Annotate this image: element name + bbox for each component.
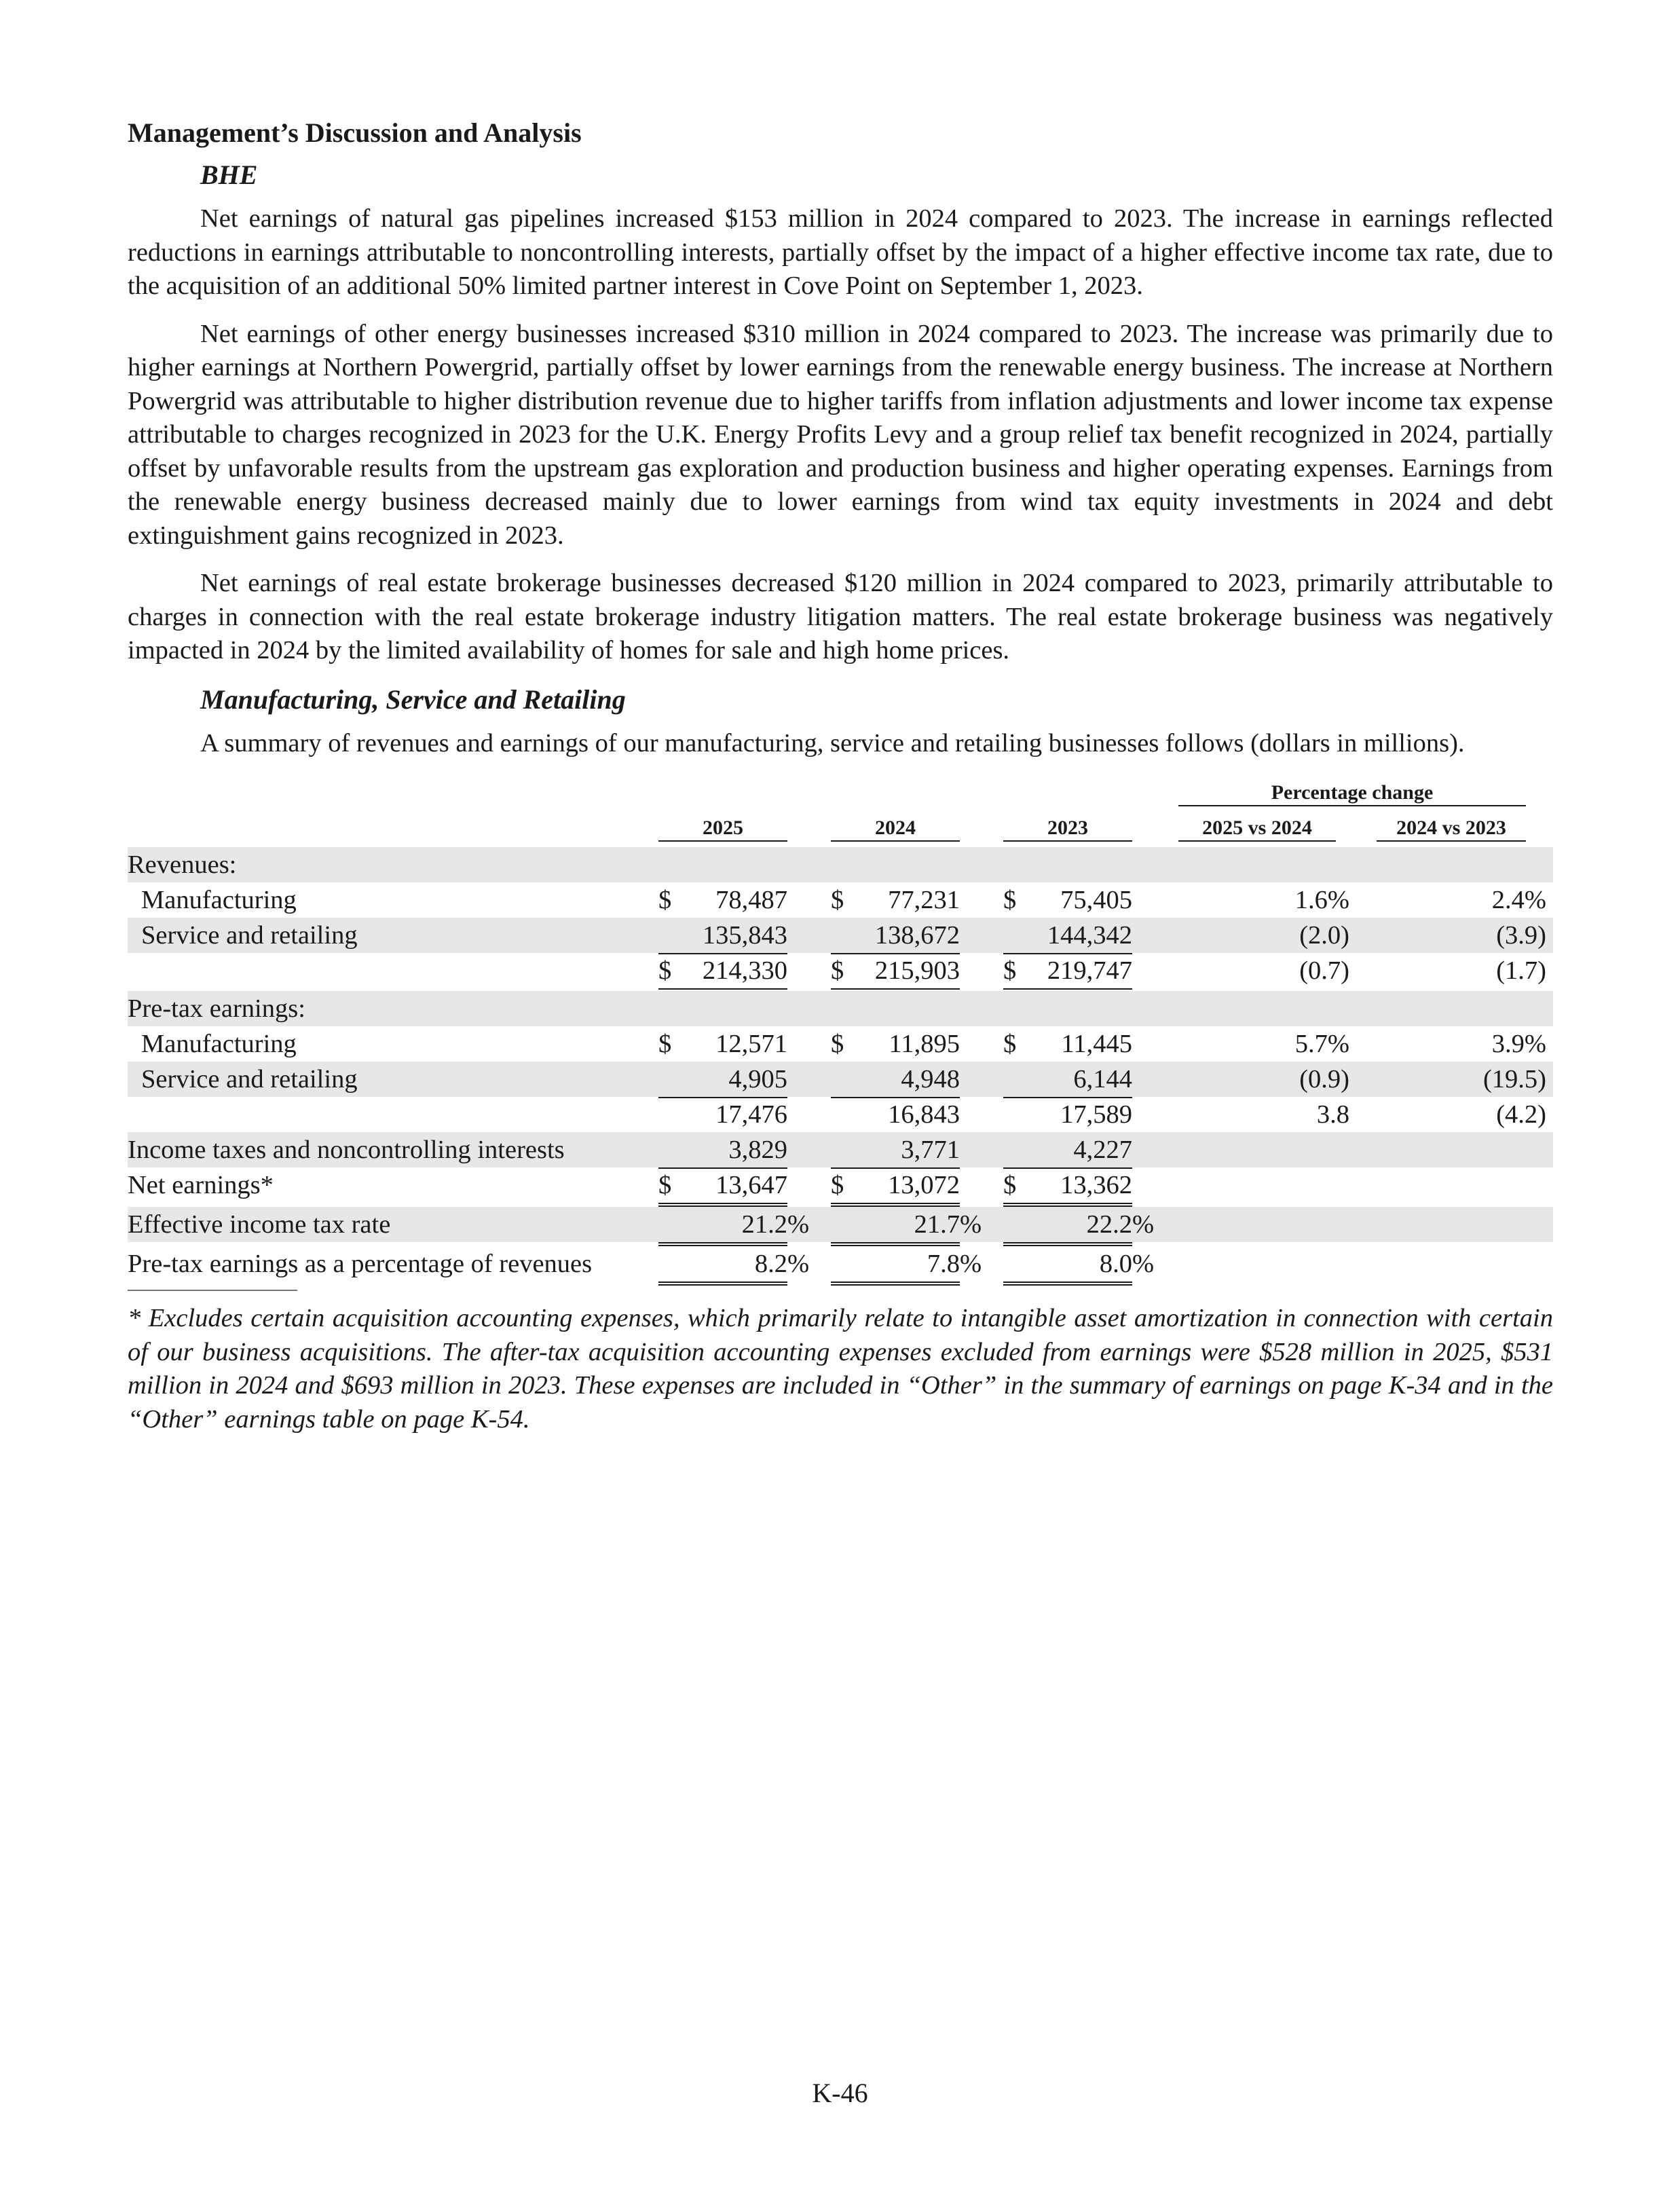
dollar-sign: $ bbox=[831, 886, 844, 914]
value-cell bbox=[1003, 1207, 1155, 1246]
row-label: Service and retailing bbox=[141, 921, 358, 950]
dollar-sign: $ bbox=[658, 1030, 672, 1058]
pct-change-cell: (1.7) bbox=[1496, 956, 1546, 985]
value-number: 77,231 bbox=[888, 886, 960, 914]
value-cell bbox=[658, 1132, 787, 1169]
pct-change-cell: 1.6% bbox=[1294, 886, 1349, 914]
dollar-sign: $ bbox=[1003, 886, 1017, 914]
dollar-sign: $ bbox=[831, 956, 844, 985]
value-number: 214,330 bbox=[702, 956, 787, 985]
value-cell bbox=[831, 1167, 960, 1207]
value-number: 135,843 bbox=[702, 921, 787, 950]
value-cell bbox=[831, 1246, 982, 1286]
pct-change-header: Percentage change bbox=[1178, 781, 1526, 806]
value-cell bbox=[1003, 918, 1132, 954]
page-content bbox=[128, 115, 1553, 1436]
paragraph-real-estate: Net earnings of real estate brokerage businesses decreased $120 million in 2024 compared to 2023, primarily attributable to charges in connection with the real estate brokerage industry litigation matters. The real estate brokerage business was negatively impacted in 2024 by the limited availability of homes for sale and high home prices. bbox=[128, 569, 1553, 665]
value-number: 4,905 bbox=[728, 1065, 787, 1093]
value-cell bbox=[658, 882, 787, 918]
value-number: 21.7 bbox=[914, 1210, 960, 1239]
table-row bbox=[128, 1062, 1553, 1097]
value-number: 17,589 bbox=[1060, 1100, 1132, 1129]
value-cell bbox=[831, 882, 960, 918]
col-header-2025-vs-2024: 2025 vs 2024 bbox=[1178, 816, 1336, 842]
value-cell bbox=[1003, 1026, 1132, 1062]
pct-change-cell: (2.0) bbox=[1299, 921, 1349, 950]
paragraph-other-energy: Net earnings of other energy businesses increased $310 million in 2024 compared to 2023. The increase was primarily due to higher earnings at Northern Powergrid, partially offset by lower earnings from the renewable energy business. The increase at Northern Powergrid was attributable to higher distribution revenue due to higher tariffs from inflation adjustments and lower income tax expense attributable to charges recognized in 2023 for the U.K. Energy Profits Levy and a group relief tax benefit recognized in 2024, partially offset by unfavorable results from the upstream gas exploration and production business and higher operating expenses. Earnings from the renewable energy business decreased mainly due to lower earnings from wind tax equity investments in 2024 and debt extinguishment gains recognized in 2023. bbox=[128, 319, 1553, 550]
pct-change-cell: 3.8 bbox=[1316, 1100, 1349, 1129]
value-number: 3,829 bbox=[728, 1136, 787, 1164]
paragraph-natural-gas: Net earnings of natural gas pipelines increased $153 million in 2024 compared to 2023. The increase in earnings reflected reductions in earnings attributable to noncontrolling interests, partially offset by the impact of a higher effective income tax rate, due to the acquisition of an additional 50% limited partner interest in Cove Point on September 1, 2023. bbox=[128, 204, 1553, 300]
value-cell bbox=[1003, 1132, 1132, 1169]
footnote-divider bbox=[128, 1290, 297, 1291]
percent-sign: % bbox=[787, 1210, 810, 1239]
value-number: 21.2 bbox=[741, 1210, 787, 1239]
value-number: 4,227 bbox=[1073, 1136, 1132, 1164]
value-cell bbox=[1003, 953, 1132, 992]
value-cell bbox=[1003, 1097, 1132, 1132]
row-label: Income taxes and noncontrolling interests bbox=[128, 1136, 565, 1164]
table-row bbox=[128, 1207, 1553, 1242]
value-number: 11,445 bbox=[1061, 1030, 1132, 1058]
pct-change-cell: (0.7) bbox=[1299, 956, 1349, 985]
percent-sign: % bbox=[1132, 1250, 1155, 1278]
dollar-sign: $ bbox=[1003, 1171, 1017, 1199]
value-cell bbox=[831, 1097, 960, 1132]
value-number: 13,362 bbox=[1060, 1171, 1132, 1199]
pct-change-cell: (0.9) bbox=[1299, 1065, 1349, 1093]
value-cell bbox=[831, 918, 960, 954]
subheading-msr: Manufacturing, Service and Retailing bbox=[200, 684, 626, 715]
value-number: 78,487 bbox=[715, 886, 787, 914]
dollar-sign: $ bbox=[831, 1030, 844, 1058]
value-number: 13,647 bbox=[715, 1171, 787, 1199]
table-row bbox=[128, 1167, 1553, 1203]
value-number: 13,072 bbox=[888, 1171, 960, 1199]
table-row bbox=[128, 918, 1553, 953]
value-number: 144,342 bbox=[1047, 921, 1132, 950]
value-number: 16,843 bbox=[888, 1100, 960, 1129]
value-cell bbox=[658, 1207, 810, 1246]
dollar-sign: $ bbox=[831, 1171, 844, 1199]
value-number: 22.2 bbox=[1086, 1210, 1132, 1239]
table-row bbox=[128, 1026, 1553, 1062]
row-label: Pre-tax earnings as a percentage of revenues bbox=[128, 1250, 593, 1278]
value-number: 3,771 bbox=[901, 1136, 960, 1164]
dollar-sign: $ bbox=[658, 886, 672, 914]
pct-change-cell: (3.9) bbox=[1496, 921, 1546, 950]
value-number: 219,747 bbox=[1047, 956, 1132, 985]
value-number: 8.2 bbox=[754, 1250, 787, 1278]
dollar-sign: $ bbox=[658, 1171, 672, 1199]
value-number: 7.8 bbox=[927, 1250, 960, 1278]
value-cell bbox=[658, 953, 787, 992]
pct-change-cell: (4.2) bbox=[1496, 1100, 1546, 1129]
row-label: Manufacturing bbox=[141, 1030, 297, 1058]
pct-change-cell: 2.4% bbox=[1491, 886, 1546, 914]
col-header-2024-vs-2023: 2024 vs 2023 bbox=[1377, 816, 1526, 842]
col-header-2023: 2023 bbox=[1003, 816, 1132, 842]
percent-sign: % bbox=[960, 1210, 982, 1239]
pct-change-cell: (19.5) bbox=[1482, 1065, 1546, 1093]
value-cell bbox=[658, 1097, 787, 1132]
value-cell bbox=[1003, 1062, 1132, 1098]
value-cell bbox=[831, 953, 960, 992]
page-number: K-46 bbox=[812, 2078, 868, 2108]
footnote: * Excludes certain acquisition accounting expenses, which primarily relate to intangible asset amortization in connection with certain of our business acquisitions. The after-tax acquisition accounting expenses excluded from earnings were $528 million in 2025, $531 million in 2024 and $693 million in 2023. These expenses are included in “Other” in the summary of earnings on page K-34 and in the “Other” earnings table on page K-54. bbox=[128, 1304, 1553, 1434]
row-label: Pre-tax earnings: bbox=[128, 994, 305, 1023]
value-cell bbox=[658, 1246, 810, 1286]
pct-change-cell: 5.7% bbox=[1294, 1030, 1349, 1058]
table-row bbox=[128, 1132, 1553, 1167]
value-number: 4,948 bbox=[901, 1065, 960, 1093]
dollar-sign: $ bbox=[1003, 1030, 1017, 1058]
table-row bbox=[128, 847, 1553, 882]
value-number: 17,476 bbox=[715, 1100, 787, 1129]
table-row bbox=[128, 1246, 1553, 1281]
table-row bbox=[128, 991, 1553, 1026]
subheading-bhe: BHE bbox=[200, 160, 258, 190]
table-row bbox=[128, 1097, 1553, 1132]
value-number: 11,895 bbox=[889, 1030, 960, 1058]
row-label: Manufacturing bbox=[141, 886, 297, 914]
value-cell bbox=[831, 1207, 982, 1246]
value-number: 8.0 bbox=[1099, 1250, 1132, 1278]
value-cell bbox=[1003, 1246, 1155, 1286]
dollar-sign: $ bbox=[658, 956, 672, 985]
value-cell bbox=[658, 918, 787, 954]
row-label: Net earnings* bbox=[128, 1171, 274, 1199]
pct-change-cell: 3.9% bbox=[1491, 1030, 1546, 1058]
col-header-2024: 2024 bbox=[831, 816, 960, 842]
value-cell bbox=[658, 1167, 787, 1207]
value-cell bbox=[1003, 882, 1132, 918]
percent-sign: % bbox=[787, 1250, 810, 1278]
percent-sign: % bbox=[960, 1250, 982, 1278]
value-number: 12,571 bbox=[715, 1030, 787, 1058]
value-number: 138,672 bbox=[874, 921, 960, 950]
value-cell bbox=[658, 1026, 787, 1062]
table-row bbox=[128, 882, 1553, 918]
value-cell bbox=[658, 1062, 787, 1098]
paragraph-summary-intro: A summary of revenues and earnings of our manufacturing, service and retailing businesses follows (dollars in millions). bbox=[200, 728, 1465, 757]
col-header-2025: 2025 bbox=[658, 816, 787, 842]
value-number: 6,144 bbox=[1073, 1065, 1132, 1093]
value-cell bbox=[1003, 1167, 1132, 1207]
value-cell bbox=[831, 1026, 960, 1062]
value-number: 75,405 bbox=[1060, 886, 1132, 914]
earnings-table bbox=[128, 781, 1553, 1283]
row-label: Effective income tax rate bbox=[128, 1210, 391, 1239]
dollar-sign: $ bbox=[1003, 956, 1017, 985]
value-cell bbox=[831, 1062, 960, 1098]
row-label: Service and retailing bbox=[141, 1065, 358, 1093]
value-number: 215,903 bbox=[874, 956, 960, 985]
row-label: Revenues: bbox=[128, 850, 237, 879]
percent-sign: % bbox=[1132, 1210, 1155, 1239]
value-cell bbox=[831, 1132, 960, 1169]
section-heading: Management’s Discussion and Analysis bbox=[128, 117, 582, 148]
table-row bbox=[128, 953, 1553, 988]
